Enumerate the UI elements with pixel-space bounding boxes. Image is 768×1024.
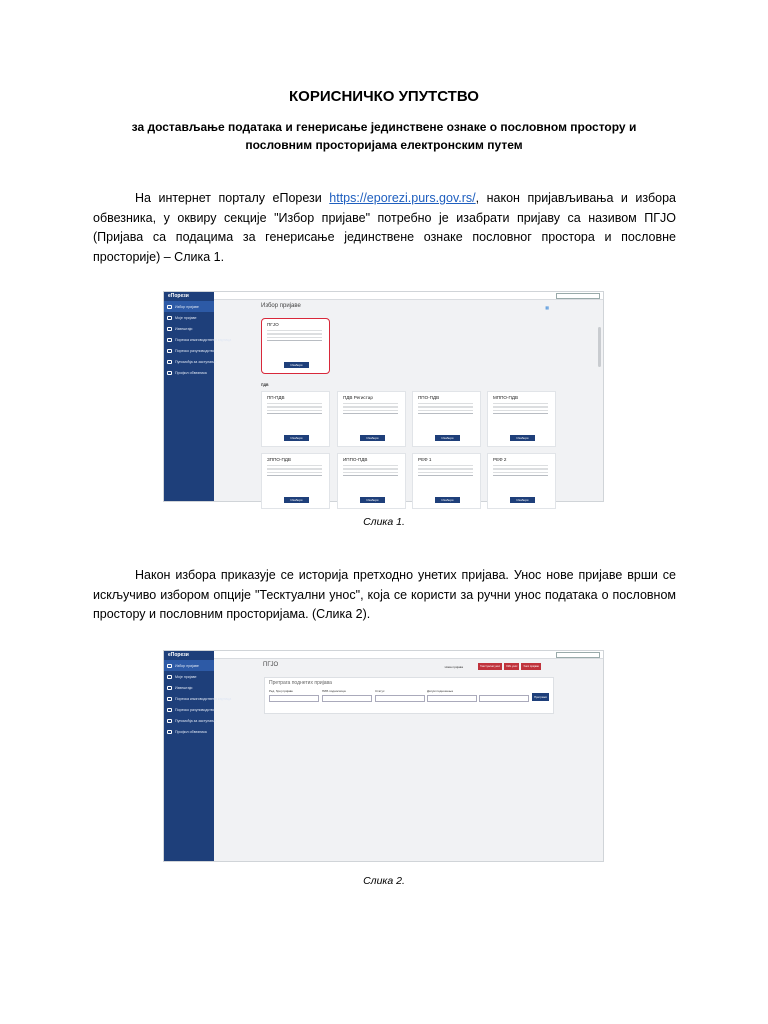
card-zppo-pdv [261, 453, 330, 509]
sidebar-item-label: Профил обвезника [175, 370, 207, 375]
sidebar-item-label: Пореско рачуноводство [175, 348, 215, 353]
card-title: ИППО-ПДВ [343, 457, 368, 462]
second-paragraph [93, 566, 676, 625]
text-entry-button: Текстуални унос [480, 665, 501, 668]
list-icon [167, 305, 172, 309]
select-button: Изабери [510, 497, 535, 503]
sidebar-item-izbor [164, 301, 214, 312]
card-description [267, 329, 322, 341]
card-icon [167, 697, 172, 701]
eporezi-logo: еПорези [168, 293, 189, 299]
document-title: КОРИСНИЧКО УПУТСТВО [289, 88, 479, 105]
sidebar-item-label: Избор пријаве [175, 663, 199, 668]
sidebar-item-punomocja [164, 356, 217, 367]
mail-icon [167, 349, 172, 353]
date-from-field [427, 695, 477, 702]
card-title: ПДВ Регистар [343, 395, 373, 400]
sidebar-item-label: Моје пријаве [175, 674, 197, 679]
sidebar-item-kartica [164, 693, 232, 704]
sidebar-item-kartica [164, 334, 232, 345]
sidebar [164, 651, 232, 861]
card-description [418, 464, 473, 476]
section-title: Избор пријаве [261, 303, 301, 309]
document-icon [167, 719, 172, 723]
sidebar-item-izbor [164, 660, 214, 671]
caption-2: Слика 2. [363, 875, 405, 887]
select-button: Изабери [435, 497, 460, 503]
scrollbar [598, 327, 601, 367]
card-title: ЗППО-ПДВ [267, 457, 291, 462]
report-icon [167, 327, 172, 331]
card-pdv-registar [337, 391, 406, 447]
new-return-label: Нова пријава [444, 665, 463, 669]
date-to-field [479, 695, 529, 702]
screenshot-2 [163, 650, 604, 862]
edit-icon [167, 675, 172, 679]
status-select [375, 695, 425, 702]
section-pdv: ПДВ [261, 383, 269, 387]
eporezi-logo: еПорези [168, 652, 189, 658]
sidebar-item-label: Пуномоћја за заступање [175, 718, 217, 723]
sidebar-item-label: Избор пријаве [175, 304, 199, 309]
topbar [214, 651, 603, 659]
search-panel [264, 677, 554, 714]
mail-icon [167, 708, 172, 712]
para2-text: Након избора приказује се историја претходно унетих пријава. Унос нове пријаве врши се искључиво избором опције "Тесктуални унос", која се користи за ручни унос података о пословном простору и пословним просторијама. (Слика 2). [93, 568, 676, 621]
field-label: Ред. број пријаве [269, 689, 293, 693]
select-button: Изабери [360, 435, 385, 441]
sidebar-item-izvestaji [164, 323, 214, 334]
page-title: ПГЈО [263, 662, 279, 668]
card-description [418, 402, 473, 414]
sidebar-item-izvestaji [164, 682, 214, 693]
card-description [267, 464, 322, 476]
card-description [493, 464, 548, 476]
panel-title: Претрага поднетих пријава [269, 680, 332, 686]
sidebar-item-label: Пореска књиговодствена картица [175, 696, 232, 701]
screenshot-1 [163, 291, 604, 502]
action-buttons [478, 663, 541, 670]
caption-1: Слика 1. [363, 516, 405, 528]
card-ippo-pdv [337, 453, 406, 509]
user-icon [167, 730, 172, 734]
sidebar-item-label: Пореско рачуноводство [175, 707, 215, 712]
select-button: Изабери [284, 497, 309, 503]
card-description [493, 402, 548, 414]
sidebar-item-profil [164, 367, 214, 378]
para1-text-end: , након пријављивања и избора обвезника, у оквиру секције "Избор пријаве" потребно је изабрати пријаву са називом ПГЈО (Пријава са подацима за генерисање јединствене ознаке пословног простора и пословне просторије) – Слика 1. [93, 191, 677, 264]
sidebar-item-label: Профил обвезника [175, 729, 207, 734]
number-field [269, 695, 319, 702]
field-label: ПИБ подносиоца [322, 689, 346, 693]
card-ref-1 [412, 453, 481, 509]
taxpayer-select [556, 293, 600, 299]
sidebar-item-label: Пореска књиговодствена картица [175, 337, 232, 342]
card-description [343, 464, 398, 476]
sidebar-item-label: Моје пријаве [175, 315, 197, 320]
user-icon [167, 371, 172, 375]
eporezi-link[interactable]: https://eporezi.purs.gov.rs/ [329, 191, 476, 205]
topbar [214, 292, 603, 300]
field-label: Датум подношења [427, 689, 453, 693]
card-title: ППО-ПДВ [418, 395, 440, 400]
card-title: РЕФ 2 [493, 457, 507, 462]
sidebar-item-label: Извештаји [175, 326, 193, 331]
subtitle-line-1: за достављање података и генерисање јединствене ознаке о пословном простору и [131, 120, 637, 134]
card-icon [167, 338, 172, 342]
select-button: Изабери [435, 435, 460, 441]
report-icon [167, 686, 172, 690]
view-toggle-icon: ▦ [545, 305, 549, 310]
card-ref-2 [487, 453, 556, 509]
card-title: МППО-ПДВ [493, 395, 519, 400]
card-title: ПП-ПДВ [267, 395, 285, 400]
taxpayer-select [556, 652, 600, 658]
sidebar-item-profil [164, 726, 214, 737]
card-ppo-pdv [412, 391, 481, 447]
sidebar-item-label: Пуномоћја за заступање [175, 359, 217, 364]
select-button: Изабери [284, 435, 309, 441]
sidebar-item-punomocja [164, 715, 217, 726]
document-icon [167, 360, 172, 364]
return-entry-button: Унос пријаве [523, 665, 539, 668]
para1-text-start: На интернет порталу еПорези [135, 191, 330, 205]
sidebar-item-moje [164, 671, 214, 682]
sidebar [164, 292, 232, 501]
sidebar-item-racunovodstvo [164, 704, 214, 715]
document-subtitle [110, 118, 658, 154]
sidebar-item-racunovodstvo [164, 345, 214, 356]
intro-paragraph [93, 189, 676, 267]
card-title: РЕФ 1 [418, 457, 432, 462]
select-button: Изабери [510, 435, 535, 441]
sidebar-item-label: Извештаји [175, 685, 193, 690]
edit-icon [167, 316, 172, 320]
card-mppo-pdv [487, 391, 556, 447]
card-description [343, 402, 398, 414]
card-pgjo [261, 318, 330, 374]
card-title: ПГЈО [267, 322, 279, 327]
card-pp-pdv [261, 391, 330, 447]
search-button: Претражи [532, 693, 549, 701]
subtitle-line-2: пословним просторијама електронским путем [245, 138, 523, 152]
select-button: Изабери [284, 362, 309, 368]
list-icon [167, 664, 172, 668]
pib-field [322, 695, 372, 702]
xml-entry-button: XML унос [506, 665, 518, 668]
sidebar-item-moje [164, 312, 214, 323]
card-description [267, 402, 322, 414]
select-button: Изабери [360, 497, 385, 503]
field-label: Статус [375, 689, 385, 693]
